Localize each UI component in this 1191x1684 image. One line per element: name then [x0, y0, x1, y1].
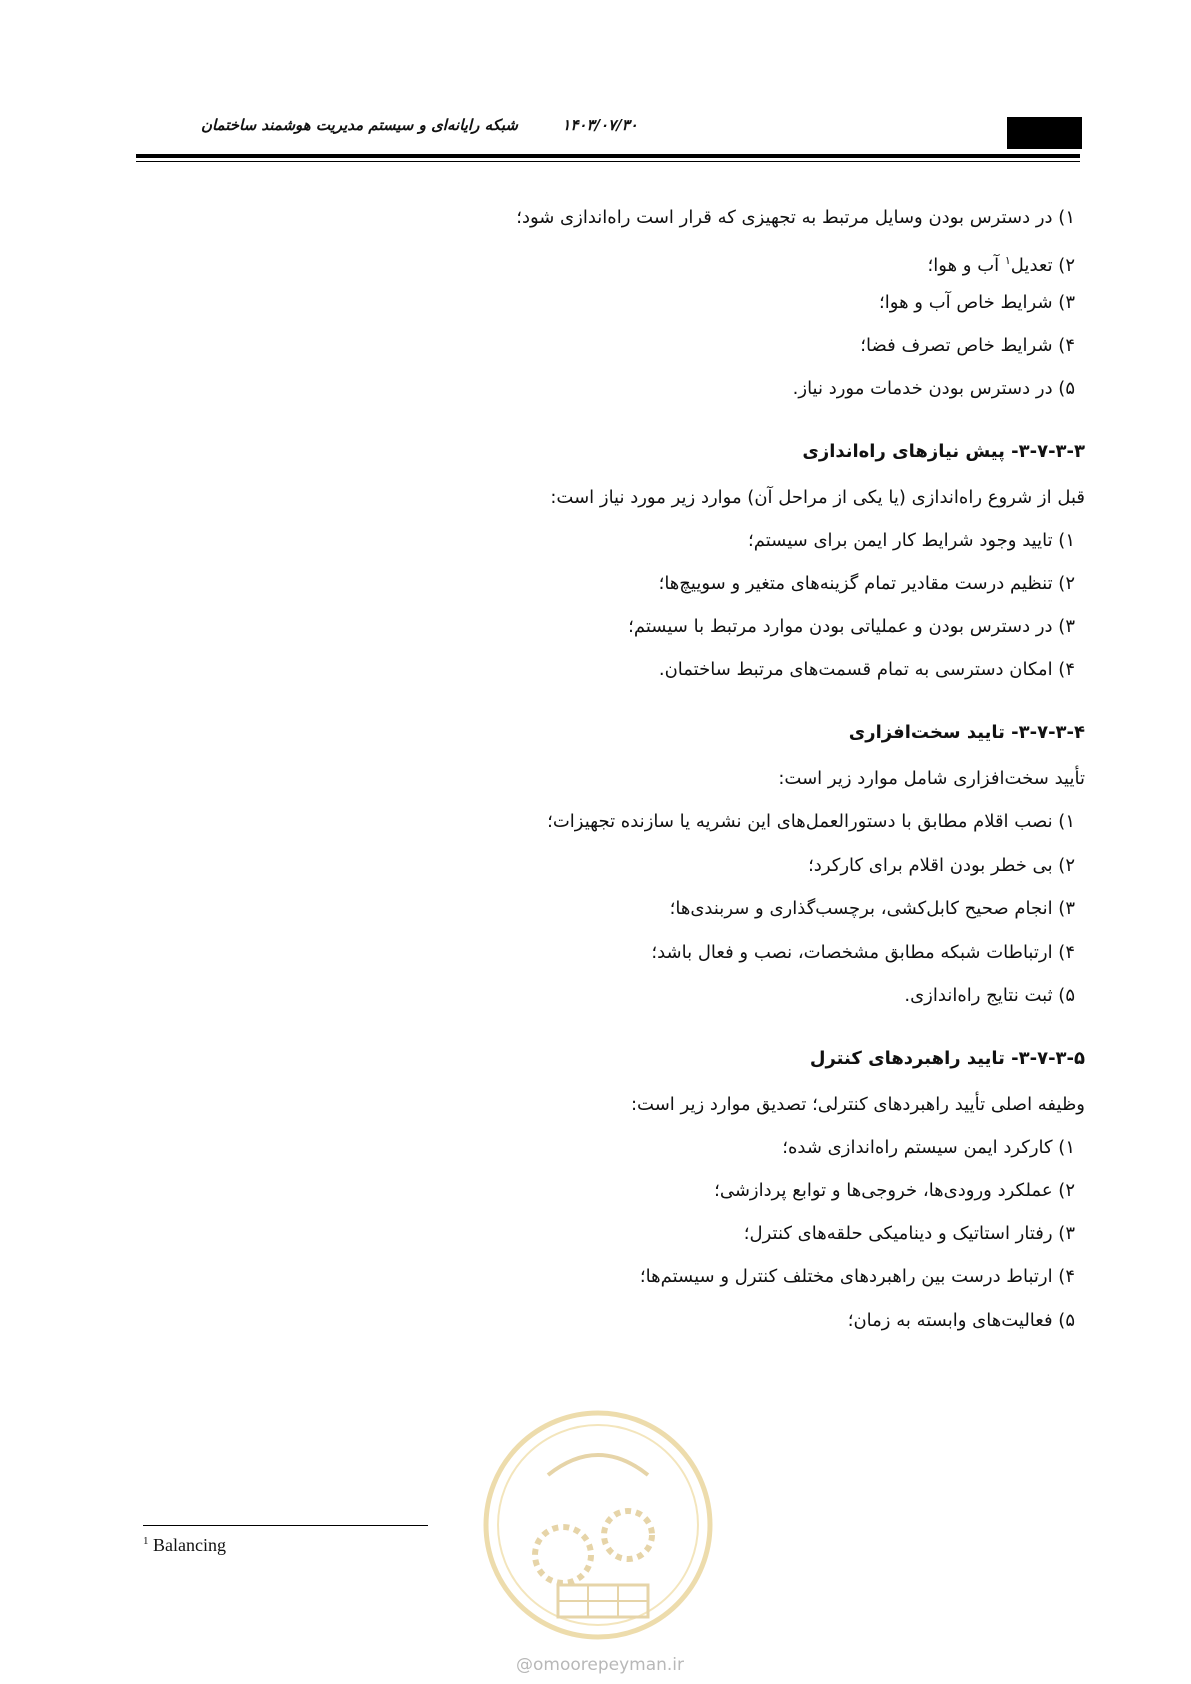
list-item: ۴) ارتباط درست بین راهبردهای مختلف کنترل و سیستم‌ها؛ [639, 1266, 1075, 1287]
list-item: ۱) نصب اقلام مطابق با دستورالعمل‌های این نشریه یا سازنده تجهیزات؛ [547, 811, 1075, 832]
list-item: ۲) بی خطر بودن اقلام برای کارکرد؛ [808, 855, 1075, 876]
section-heading: ۳-۷-۳-۳- پیش نیازهای راه‌اندازی [802, 441, 1085, 462]
footnote-separator [143, 1525, 428, 1526]
list-item: ۳) انجام صحیح کابل‌کشی، برچسب‌گذاری و سربندی‌ها؛ [669, 898, 1075, 919]
list-item: ۳) در دسترس بودن و عملیاتی بودن موارد مرتبط با سیستم؛ [628, 616, 1075, 637]
footnote-ref: ۱ [1004, 254, 1011, 267]
list-item: ۲) عملکرد ورودی‌ها، خروجی‌ها و توابع پردازشی؛ [714, 1180, 1075, 1201]
list-item: ۲) تعدیل$^۱$ آب و هوا؛ [927, 254, 1075, 276]
list-item: ۴) شرایط خاص تصرف فضا؛ [860, 335, 1075, 356]
list-item: ۵) فعالیت‌های وابسته به زمان؛ [847, 1310, 1075, 1331]
header-rule [136, 154, 1080, 158]
running-header-title: شبکه رایانه‌ای و سیستم مدیریت هوشمند ساختمان [200, 116, 518, 134]
list-item: ۱) در دسترس بودن وسایل مرتبط به تجهیزی که قرار است راه‌اندازی شود؛ [516, 207, 1075, 228]
paragraph: قبل از شروع راه‌اندازی (یا یکی از مراحل آن) موارد زیر مورد نیاز است: [550, 487, 1085, 508]
list-item: ۳) شرایط خاص آب و هوا؛ [879, 292, 1075, 313]
list-item: ۵) ثبت نتایج راه‌اندازی. [904, 985, 1075, 1006]
watermark-url: @omoorepeyman.ir [515, 1655, 685, 1675]
footnote: $^1$ Balancing [143, 1535, 226, 1555]
list-item: ۲) تنظیم درست مقادیر تمام گزینه‌های متغیر و سوییچ‌ها؛ [658, 573, 1075, 594]
header-rule-thin [136, 161, 1080, 162]
list-item: ۳) رفتار استاتیک و دینامیکی حلقه‌های کنترل؛ [743, 1223, 1075, 1244]
section-heading: ۳-۷-۳-۴- تایید سخت‌افزاری [848, 722, 1085, 743]
watermark-seal-icon [478, 1405, 718, 1645]
list-item: ۱) تایید وجود شرایط کار ایمن برای سیستم؛ [748, 530, 1075, 551]
list-item: ۴) امکان دسترسی به تمام قسمت‌های مرتبط ساختمان. [658, 659, 1075, 680]
list-item: ۴) ارتباطات شبکه مطابق مشخصات، نصب و فعال باشد؛ [651, 942, 1075, 963]
section-heading: ۳-۷-۳-۵- تایید راهبردهای کنترل [809, 1048, 1085, 1069]
paragraph: تأیید سخت‌افزاری شامل موارد زیر است: [778, 768, 1085, 789]
running-header-date: ۱۴۰۳/۰۷/۳۰ [562, 116, 638, 134]
page-number-box [1007, 117, 1082, 149]
list-item: ۵) در دسترس بودن خدمات مورد نیاز. [792, 378, 1075, 399]
paragraph: وظیفه اصلی تأیید راهبردهای کنترلی؛ تصدیق موارد زیر است: [630, 1094, 1085, 1115]
list-item: ۱) کارکرد ایمن سیستم راه‌اندازی شده؛ [782, 1137, 1075, 1158]
